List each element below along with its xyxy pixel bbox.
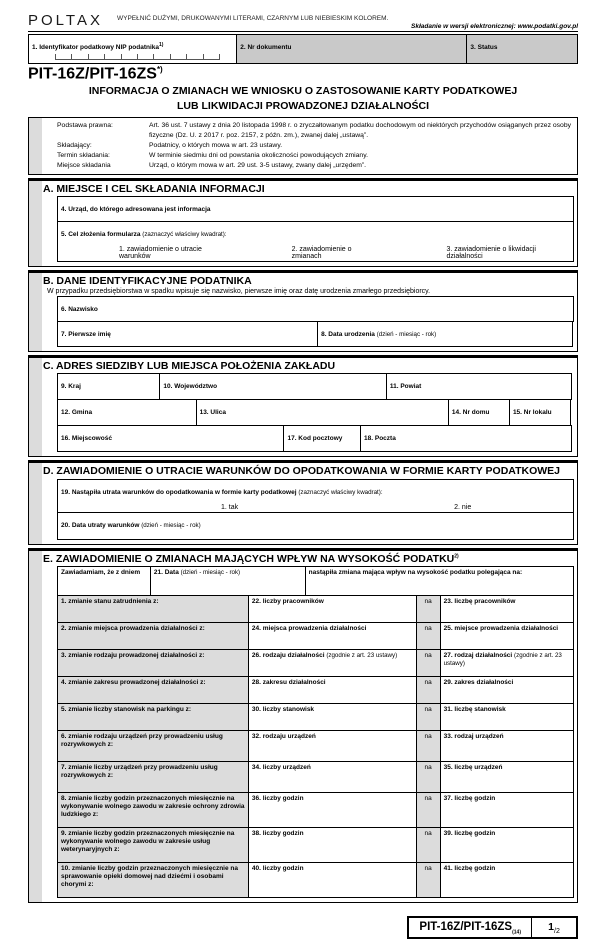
- change-label: 5. zmianie liczby stanowisk na parkingu z:: [58, 703, 249, 730]
- field-8-data-urodzenia[interactable]: [317, 321, 573, 347]
- na-label: na: [416, 792, 440, 827]
- status-label: 3. Status: [470, 44, 498, 51]
- table-row: [58, 761, 574, 792]
- form-code-title: PIT-16Z/PIT-16ZS*): [28, 65, 163, 83]
- na-label: na: [416, 703, 440, 730]
- field-8-label: 8. Data urodzenia (dzień - miesiąc - rok): [321, 331, 437, 339]
- option-nie[interactable]: 2. nie: [454, 503, 472, 511]
- nip-field[interactable]: [29, 35, 237, 63]
- field-15-label: 15. Nr lokalu: [512, 409, 552, 417]
- nip-digit-ruler[interactable]: [55, 54, 220, 60]
- field-12-label: 12. Gmina: [61, 409, 93, 417]
- field-14-nr-domu[interactable]: [448, 399, 510, 426]
- section-b: [28, 270, 578, 353]
- field-13-ulica[interactable]: [196, 399, 449, 426]
- field-4-urzad[interactable]: [57, 196, 574, 222]
- field-9-label: 9. Kraj: [61, 383, 81, 391]
- table-row: [58, 595, 574, 622]
- legal-row: [57, 161, 572, 171]
- section-e-changes-table: [57, 595, 574, 898]
- field-17-kod-pocztowy[interactable]: [283, 425, 361, 452]
- field-11-label: 11. Powiat: [389, 383, 422, 391]
- section-a-title: A. MIEJSCE I CEL SKŁADANIA INFORMACJI: [43, 182, 265, 195]
- field-18-poczta[interactable]: [360, 425, 572, 452]
- table-row: [58, 676, 574, 703]
- field-24[interactable]: 24. miejsca prowadzenia działalności: [248, 622, 416, 649]
- field-21-data[interactable]: [150, 566, 305, 595]
- change-label: 3. zmianie rodzaju prowadzonej działalności z:: [58, 649, 249, 676]
- legal-row: [57, 121, 572, 141]
- field-18-label: 18. Poczta: [364, 435, 396, 443]
- field-21-label: 21. Data (dzień - miesiąc - rok): [153, 568, 241, 576]
- left-strip: [29, 358, 42, 456]
- document-number-label: 2. Nr dokumentu: [240, 44, 292, 51]
- top-bar: [28, 12, 578, 30]
- section-b-title: B. DANE IDENTYFIKACYJNE PODATNIKA: [43, 274, 252, 287]
- option-3-likwidacja[interactable]: 3. zawiadomienie o likwidacji działalności: [446, 245, 536, 260]
- section-c-title: C. ADRES SIEDZIBY LUB MIEJSCA POŁOŻENIA ZAKŁADU: [43, 360, 336, 373]
- status-field: [467, 35, 577, 63]
- legal-label: Termin składania:: [57, 151, 110, 159]
- field-33[interactable]: 33. rodzaj urządzeń: [440, 730, 573, 761]
- legal-text: Art. 36 ust. 7 ustawy z dnia 20 listopada 1998 r. o zryczałtowanym podatku dochodowym od niektórych przychodów osiąganych przez osoby fizyczne (Dz. U. z 2017 r. poz. 2157, z późn. zm.), zwanej dalej „ustawą”.: [149, 122, 572, 140]
- left-strip: [29, 118, 42, 173]
- left-strip: [29, 273, 42, 352]
- form-title-line1: INFORMACJA O ZMIANACH WE WNIOSKU O ZASTOSOWANIE KARTY PODATKOWEJ: [88, 85, 518, 98]
- table-row: [58, 730, 574, 761]
- legal-label: Podstawa prawna:: [57, 122, 113, 130]
- field-38[interactable]: 38. liczby godzin: [248, 827, 416, 862]
- field-14-label: 14. Nr domu: [451, 409, 490, 417]
- na-label: na: [416, 730, 440, 761]
- field-13-label: 13. Ulica: [199, 409, 226, 417]
- field-37[interactable]: 37. liczbę godzin: [440, 792, 573, 827]
- field-5-cel: [57, 221, 574, 262]
- field-25[interactable]: 25. miejsce prowadzenia działalności: [440, 622, 573, 649]
- left-strip: [29, 181, 42, 266]
- table-row: [58, 862, 574, 897]
- legal-basis-box: [28, 117, 578, 174]
- table-row: [58, 649, 574, 676]
- na-label: na: [416, 827, 440, 862]
- field-19-options: [61, 504, 570, 511]
- option-tak[interactable]: 1. tak: [221, 503, 239, 511]
- option-1-utrata-warunkow[interactable]: 1. zawiadomienie o utracie warunków: [119, 245, 202, 260]
- field-9-kraj[interactable]: [57, 373, 160, 400]
- nip-field-label: 1. Identyfikator podatkowy NIP podatnika$^{1)}$: [32, 41, 164, 51]
- section-e-intro-table: [57, 566, 574, 596]
- change-label: 4. zmianie zakresu prowadzonej działalności z:: [58, 676, 249, 703]
- field-29[interactable]: 29. zakres działalności: [440, 676, 573, 703]
- form-title-line2: LUB LIKWIDACJI PROWADZONEJ DZIAŁALNOŚCI: [177, 100, 429, 113]
- change-label: 9. zmianie liczby godzin przeznaczonych miesięcznie na wykonywanie wolnego zawodu w zakresie usług weterynaryjnych z:: [58, 827, 249, 862]
- id-boxes-row: [28, 34, 578, 64]
- field-5-label: 5. Cel złożenia formularza (zaznaczyć właściwy kwadrat):: [61, 230, 227, 238]
- table-row: [58, 827, 574, 862]
- section-d: [28, 460, 578, 544]
- page-footer: [28, 916, 578, 939]
- poltax-logo: POLTAX: [28, 12, 103, 29]
- change-label: 2. zmianie miejsca prowadzenia działalności z:: [58, 622, 249, 649]
- section-a: [28, 178, 578, 267]
- document-number-field: [237, 35, 467, 63]
- section-b-note: W przypadku przedsiębiorstwa w spadku wpisuje się nazwisko, pierwsze imię oraz datę urodzenia zmarłego przedsiębiorcy.: [47, 287, 431, 295]
- field-5-options: [61, 246, 570, 260]
- legal-text: W terminie siedmiu dni od powstania okoliczności powodujących zmiany.: [149, 151, 368, 159]
- legal-row: [57, 151, 572, 161]
- table-row: [58, 622, 574, 649]
- change-label: 1. zmianie stanu zatrudnienia z:: [58, 595, 249, 622]
- field-11-powiat[interactable]: [386, 373, 572, 400]
- legal-row: [57, 141, 572, 151]
- field-20-data-utraty[interactable]: [57, 512, 574, 540]
- field-39[interactable]: 39. liczbę godzin: [440, 827, 573, 862]
- footer-form-code: PIT-$16Z/PIT-16ZS_{(14)}$: [409, 918, 532, 937]
- field-16-label: 16. Miejscowość: [61, 435, 112, 443]
- left-strip: [29, 463, 42, 543]
- fill-instruction: WYPEŁNIĆ DUŻYMI, DRUKOWANYMI LITERAMI, CZARNYM LUB NIEBIESKIM KOLOREM.: [116, 15, 389, 22]
- field-4-label: 4. Urząd, do którego adresowana jest informacja: [61, 205, 211, 213]
- na-label: na: [416, 676, 440, 703]
- field-27[interactable]: 27. rodzaj działalności (zgodnie z art. 23 ustawy): [440, 649, 573, 676]
- field-34[interactable]: 34. liczby urządzeń: [248, 761, 416, 792]
- field-31[interactable]: 31. liczbę stanowisk: [440, 703, 573, 730]
- section-e-title: E. ZAWIADOMIENIE O ZMIANACH MAJĄCYCH WPŁYW NA WYSOKOŚĆ PODATKU$^{2)}$: [43, 552, 459, 565]
- intro-left-label: Zawiadamiam, że z dniem: [58, 566, 151, 595]
- header-rule: [28, 31, 578, 32]
- section-c: [28, 355, 578, 457]
- na-label: na: [416, 622, 440, 649]
- field-36[interactable]: 36. liczby godzin: [248, 792, 416, 827]
- field-15-nr-lokalu[interactable]: [509, 399, 571, 426]
- field-17-label: 17. Kod pocztowy: [287, 435, 343, 443]
- field-6-nazwisko[interactable]: [57, 296, 574, 322]
- field-22[interactable]: 22. liczby pracowników: [248, 595, 416, 622]
- field-19-label: 19. Nastąpiła utrata warunków do opodatkowania w formie karty podatkowej (zaznaczyć właściwy kwadrat):: [61, 488, 383, 496]
- legal-label: Miejsce składania: [57, 161, 111, 169]
- field-40[interactable]: 40. liczby godzin: [248, 862, 416, 897]
- field-23[interactable]: 23. liczbę pracowników: [440, 595, 573, 622]
- legal-text: Podatnicy, o których mowa w art. 23 ustawy.: [149, 142, 283, 150]
- field-10-label: 10. Województwo: [163, 383, 218, 391]
- footer-form-code-box: [407, 916, 578, 939]
- change-label: 8. zmianie liczby godzin przeznaczonych miesięcznie na wykonywanie wolnego zawodu w zakresie ochrony zdrowia ludzkiego z:: [58, 792, 249, 827]
- table-row: [58, 703, 574, 730]
- field-20-label: 20. Data utraty warunków (dzień - miesiąc - rok): [61, 521, 201, 529]
- field-12-gmina[interactable]: [57, 399, 197, 426]
- field-7-label: 7. Pierwsze imię: [61, 331, 111, 339]
- field-35[interactable]: 35. liczbę urządzeń: [440, 761, 573, 792]
- field-26[interactable]: 26. rodzaju działalności (zgodnie z art. 23 ustawy): [248, 649, 416, 676]
- legal-text: Urząd, o którym mowa w art. 29 ust. 3-5 ustawy, zwany dalej „urzędem”.: [149, 161, 367, 169]
- legal-label: Składający:: [57, 142, 92, 150]
- field-6-label: 6. Nazwisko: [61, 306, 98, 314]
- option-2-zmiany[interactable]: 2. zawiadomienie o zmianach: [291, 245, 352, 260]
- change-label: 10. zmianie liczby godzin przeznaczonych miesięcznie na sprawowanie opieki domowej nad dziećmi i osobami chorymi z:: [58, 862, 249, 897]
- na-label: na: [416, 649, 440, 676]
- section-d-title: D. ZAWIADOMIENIE O UTRACIE WARUNKÓW DO OPODATKOWANIA W FORMIE KARTY PODATKOWEJ: [43, 465, 561, 478]
- field-41[interactable]: 41. liczbę godzin: [440, 862, 573, 897]
- intro-right-label: nastąpiła zmiana mająca wpływ na wysokość podatku polegająca na:: [305, 566, 573, 595]
- footer-page-number: $1_{/2}$: [548, 920, 560, 935]
- na-label: na: [416, 595, 440, 622]
- field-7-imie[interactable]: [57, 321, 318, 347]
- na-label: na: [416, 862, 440, 897]
- change-label: 6. zmianie rodzaju urządzeń przy prowadzeniu usług rozrywkowych z:: [58, 730, 249, 761]
- field-10-wojewodztwo[interactable]: [159, 373, 386, 400]
- field-28[interactable]: 28. zakresu działalności: [248, 676, 416, 703]
- table-row: [58, 792, 574, 827]
- section-e: [28, 548, 578, 903]
- field-16-miejscowosc[interactable]: [57, 425, 284, 452]
- field-19-utrata-warunkow: [57, 479, 574, 513]
- efiling-note: Składanie w wersji elektronicznej: www.podatki.gov.pl: [411, 23, 578, 30]
- change-label: 7. zmianie liczby urządzeń przy prowadzeniu usług rozrywkowych z:: [58, 761, 249, 792]
- field-32[interactable]: 32. rodzaju urządzeń: [248, 730, 416, 761]
- field-30[interactable]: 30. liczby stanowisk: [248, 703, 416, 730]
- na-label: na: [416, 761, 440, 792]
